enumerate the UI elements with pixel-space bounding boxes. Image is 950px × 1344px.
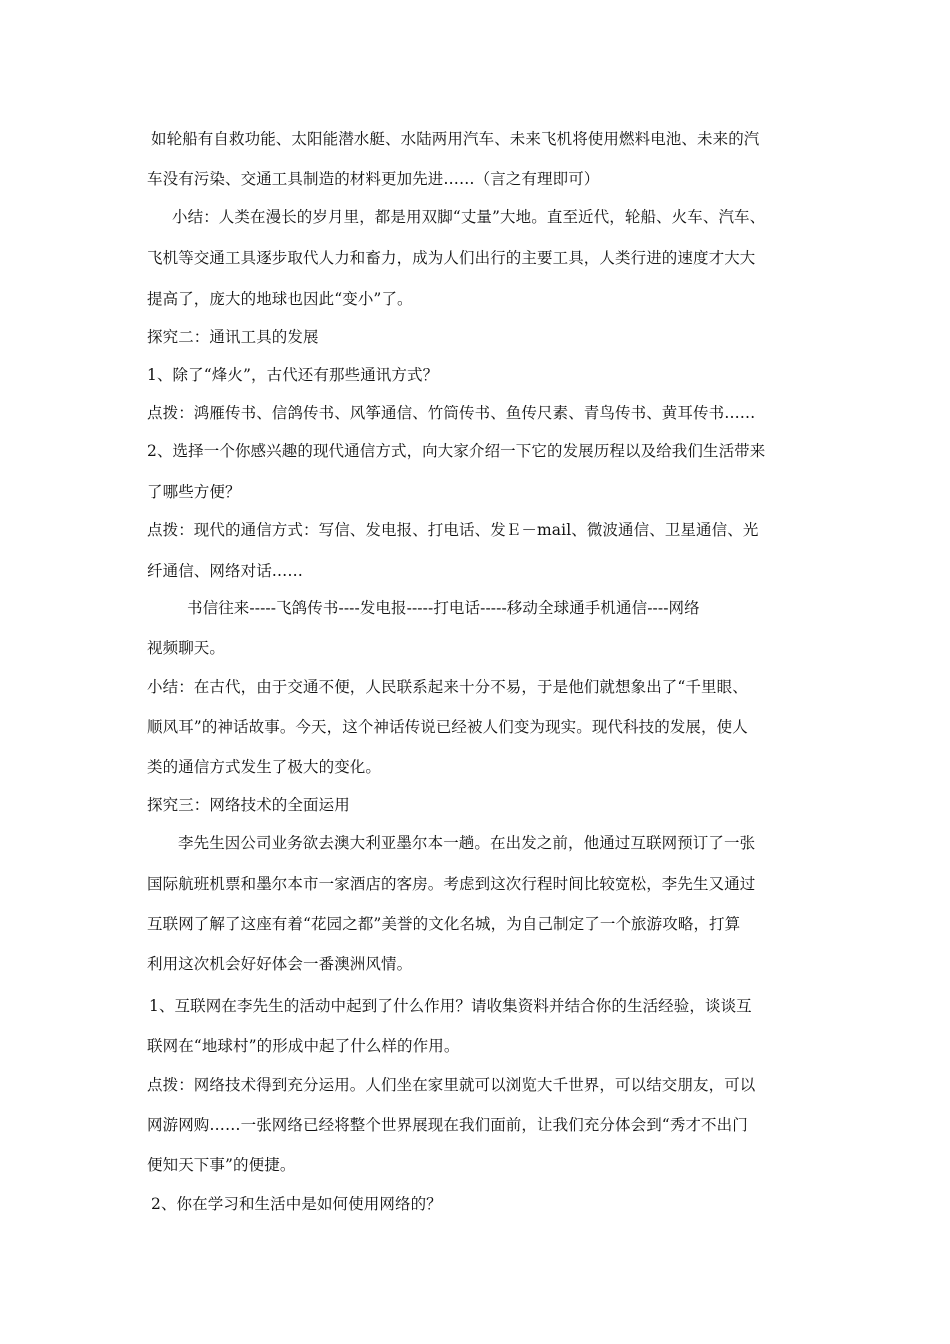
text-line: 国际航班机票和墨尔本市一家酒店的客房。考虑到这次行程时间比较宽松，李先生又通过 [147,875,756,893]
hint-line: 点拨：现代的通信方式：写信、发电报、打电话、发Ｅ－mail、微波通信、卫星通信、光 [147,521,759,539]
question-line: 2、选择一个你感兴趣的现代通信方式，向大家介绍一下它的发展历程以及给我们生活带来 [147,442,766,460]
text-line: 互联网了解了这座有着“花园之都”美誉的文化名城，为自己制定了一个旅游攻略，打算 [147,915,741,933]
question-line: 1、除了“烽火”，古代还有那些通讯方式？ [147,366,439,384]
text-line: 网游网购……一张网络已经将整个世界展现在我们面前，让我们充分体会到“秀才不出门 [147,1116,748,1134]
text-line: 提高了，庞大的地球也因此“变小”了。 [147,290,413,308]
section-heading: 探究三：网络技术的全面运用 [147,796,350,814]
hint-line: 点拨：鸿雁传书、信鸽传书、风筝通信、竹筒传书、鱼传尺素、青鸟传书、黄耳传书…… [147,404,756,422]
summary-line: 小结：在古代，由于交通不便，人民联系起来十分不易，于是他们就想象出了“千里眼、 [147,678,748,696]
section-heading: 探究二：通讯工具的发展 [147,328,319,346]
text-line: 李先生因公司业务欲去澳大利亚墨尔本一趟。在出发之前，他通过互联网预订了一张 [178,834,756,852]
hint-line: 点拨：网络技术得到充分运用。人们坐在家里就可以浏览大千世界，可以结交朋友，可以 [147,1076,756,1094]
question-line: 2、你在学习和生活中是如何使用网络的？ [151,1195,442,1213]
evolution-line: 书信往来-----飞鸽传书----发电报-----打电话-----移动全球通手机通信----网络 [187,599,700,617]
text-line: 类的通信方式发生了极大的变化。 [147,758,382,776]
text-line: 视频聊天。 [147,639,226,657]
text-line: 飞机等交通工具逐步取代人力和畜力，成为人们出行的主要工具，人类行进的速度才大大 [147,249,756,267]
text-line: 联网在“地球村”的形成中起了什么样的作用。 [147,1037,460,1055]
text-line: 如轮船有自救功能、太阳能潜水艇、水陆两用汽车、未来飞机将使用燃料电池、未来的汽 [151,130,760,148]
text-line: 顺风耳”的神话故事。今天，这个神话传说已经被人们变为现实。现代科技的发展，使人 [147,718,748,736]
text-line: 便知天下事”的便捷。 [147,1156,296,1174]
text-line: 利用这次机会好好体会一番澳洲风情。 [147,955,413,973]
question-line: 1、互联网在李先生的活动中起到了什么作用？请收集资料并结合你的生活经验，谈谈互 [149,997,752,1015]
summary-line: 小结：人类在漫长的岁月里，都是用双脚“丈量”大地。直至近代，轮船、火车、汽车、 [172,208,766,226]
text-line: 纤通信、网络对话…… [147,562,304,580]
text-line: 了哪些方便？ [147,483,241,501]
text-line: 车没有污染、交通工具制造的材料更加先进……（言之有理即可） [147,170,600,188]
